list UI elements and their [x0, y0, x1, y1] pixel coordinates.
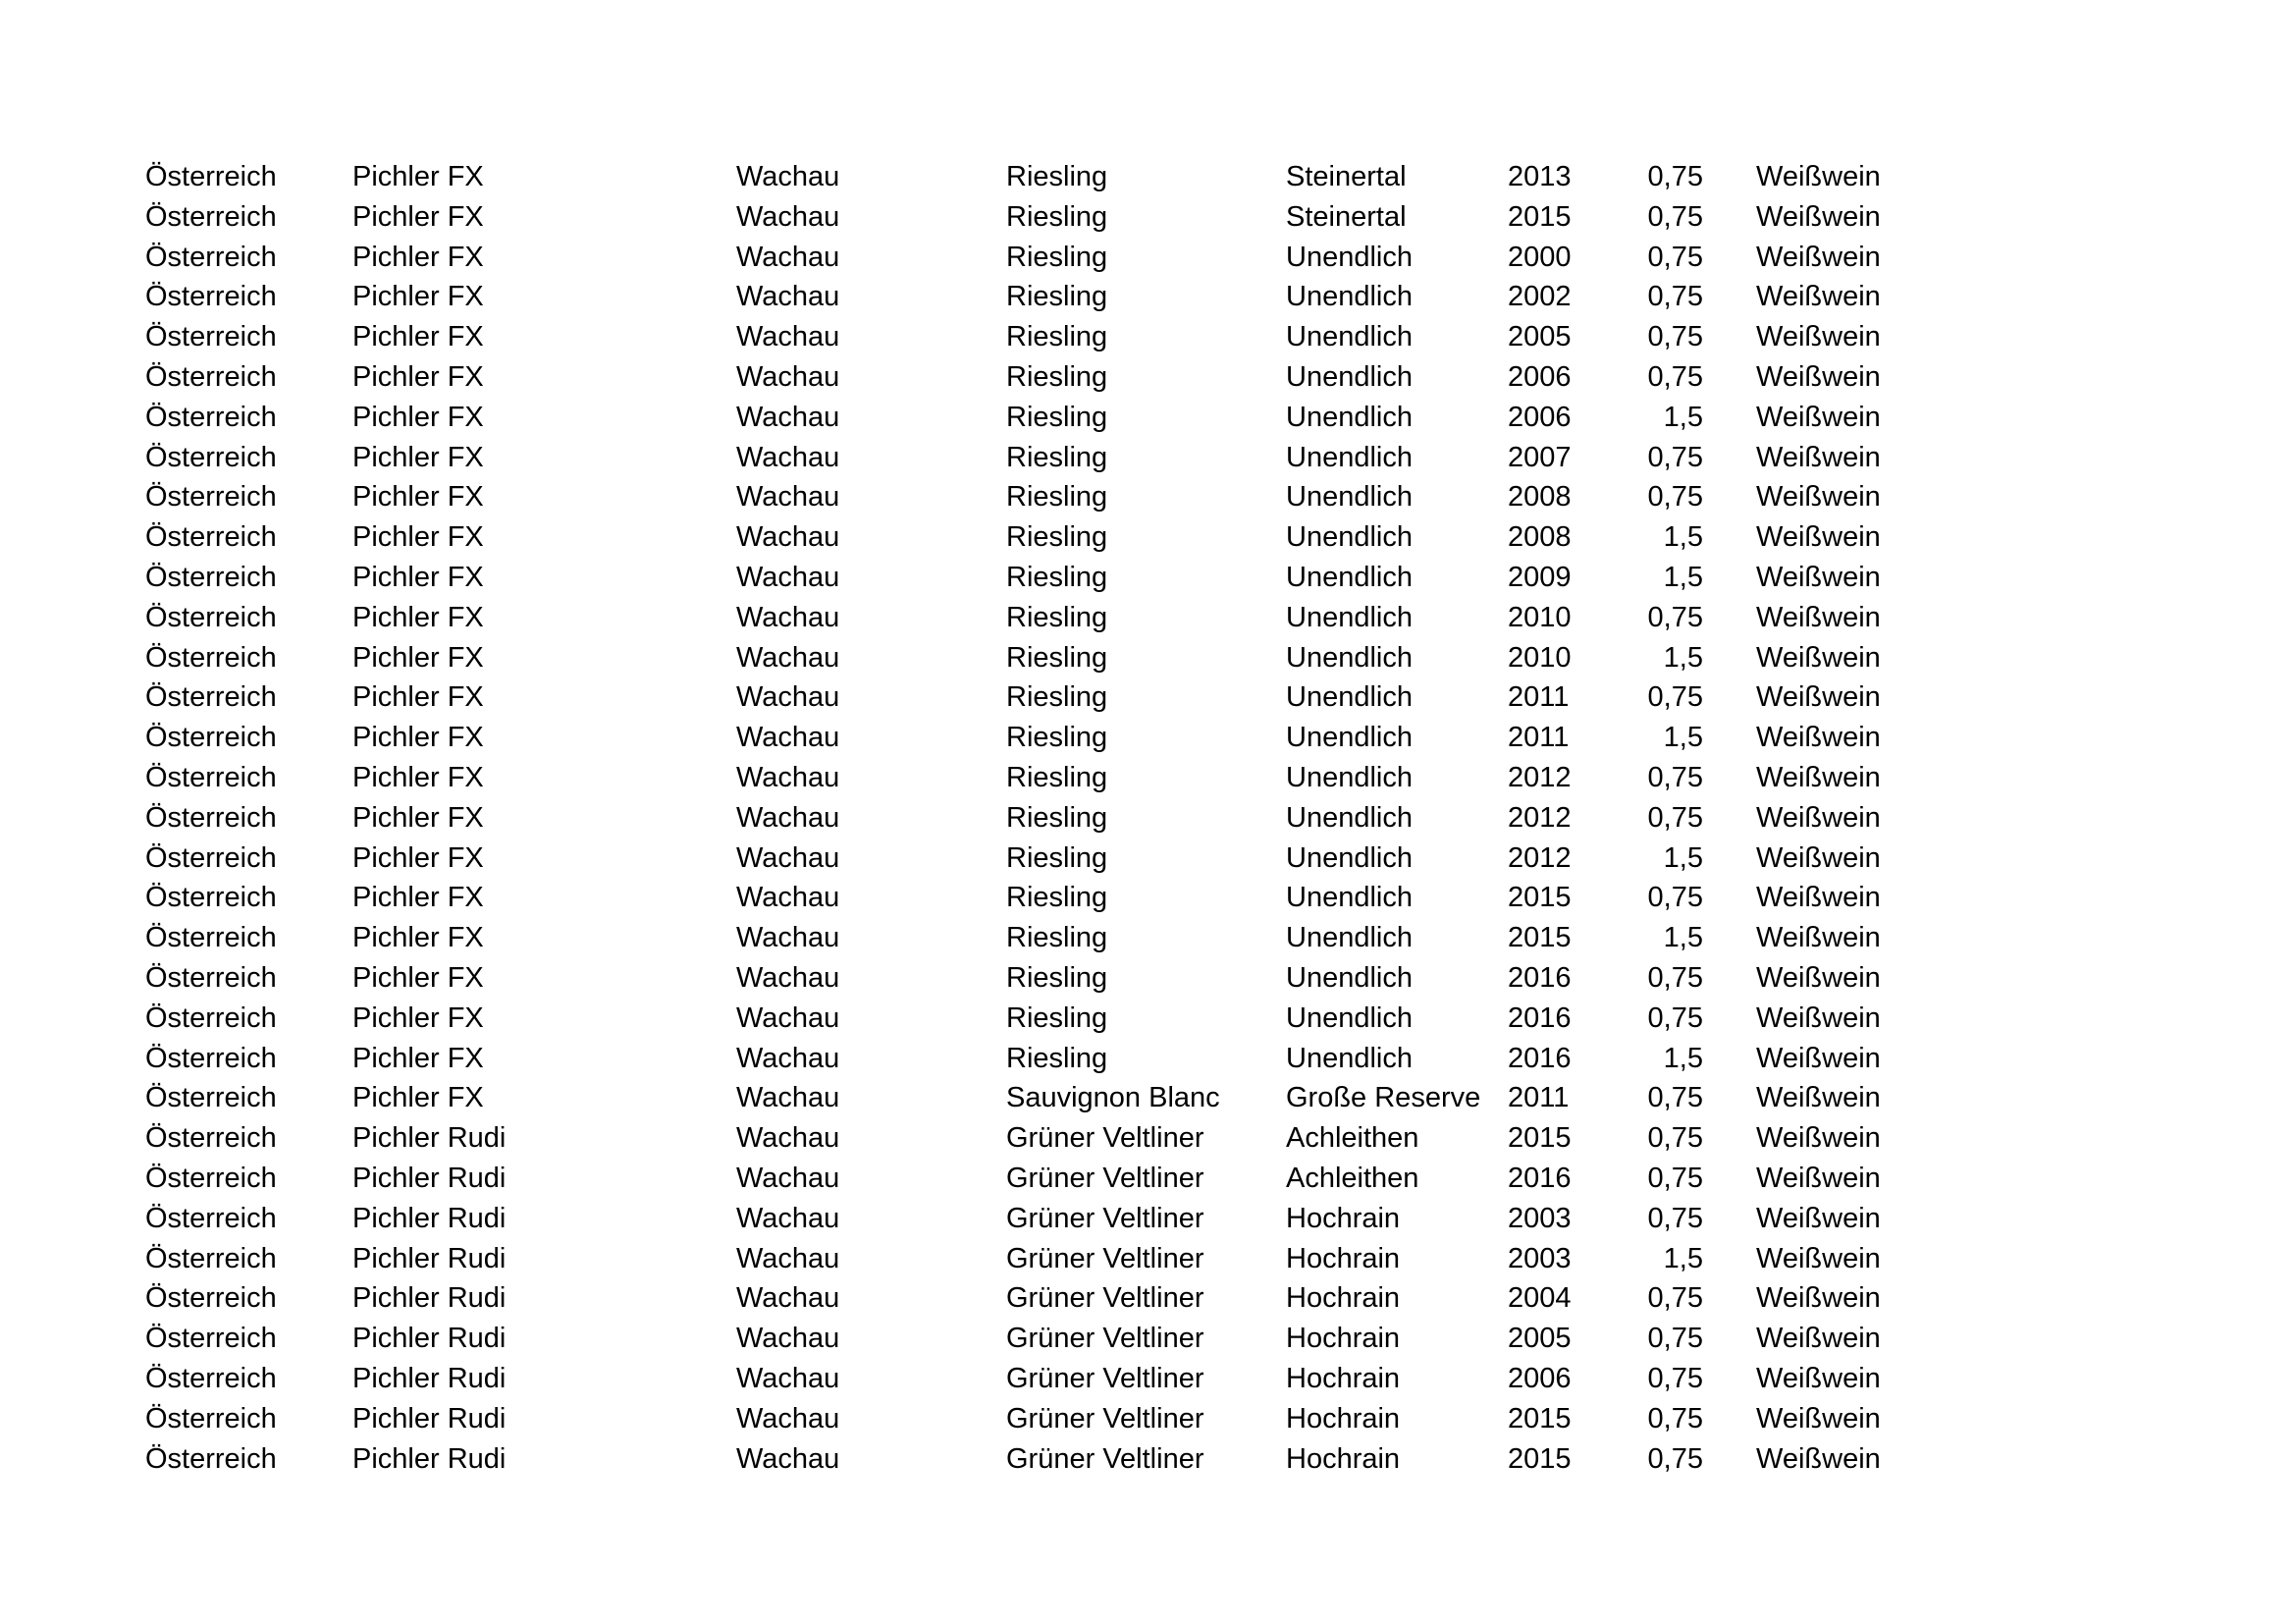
wine-type-cell: Weißwein: [1756, 1362, 1881, 1394]
bottle-size-cell: 0,75: [1647, 441, 1703, 473]
bottle-size-cell: 0,75: [1647, 200, 1703, 233]
bottle-size-cell: 0,75: [1647, 1402, 1703, 1435]
region-cell: Wachau: [736, 441, 840, 473]
producer-cell: Pichler FX: [352, 561, 484, 593]
region-cell: Wachau: [736, 1402, 840, 1435]
vineyard-cell: Unendlich: [1286, 481, 1413, 514]
producer-cell: Pichler FX: [352, 601, 484, 633]
vineyard-cell: Achleithen: [1286, 1122, 1419, 1155]
vintage-cell: 2008: [1508, 521, 1572, 554]
wine-type-cell: Weißwein: [1756, 1042, 1881, 1074]
vineyard-cell: Unendlich: [1286, 641, 1413, 674]
wine-type-cell: Weißwein: [1756, 601, 1881, 633]
table-row: [0, 200, 2296, 241]
producer-cell: Pichler FX: [352, 401, 484, 433]
bottle-size-cell: 1,5: [1663, 641, 1703, 674]
region-cell: Wachau: [736, 281, 840, 313]
vintage-cell: 2012: [1508, 761, 1572, 793]
vineyard-cell: Unendlich: [1286, 961, 1413, 994]
producer-cell: Pichler Rudi: [352, 1242, 507, 1274]
producer-cell: Pichler Rudi: [352, 1362, 507, 1394]
vineyard-cell: Unendlich: [1286, 1042, 1413, 1074]
table-row: [0, 441, 2296, 481]
grape-cell: Sauvignon Blanc: [1006, 1082, 1220, 1114]
vineyard-cell: Unendlich: [1286, 321, 1413, 353]
region-cell: Wachau: [736, 1323, 840, 1355]
grape-cell: Riesling: [1006, 200, 1108, 233]
wine-type-cell: Weißwein: [1756, 1202, 1881, 1234]
country-cell: Österreich: [145, 1042, 277, 1074]
table-row: [0, 721, 2296, 761]
bottle-size-cell: 0,75: [1647, 281, 1703, 313]
vintage-cell: 2012: [1508, 841, 1572, 874]
region-cell: Wachau: [736, 961, 840, 994]
region-cell: Wachau: [736, 1202, 840, 1234]
bottle-size-cell: 0,75: [1647, 1282, 1703, 1315]
vineyard-cell: Unendlich: [1286, 281, 1413, 313]
bottle-size-cell: 1,5: [1663, 922, 1703, 954]
table-row: [0, 1001, 2296, 1042]
country-cell: Österreich: [145, 681, 277, 714]
region-cell: Wachau: [736, 1242, 840, 1274]
wine-type-cell: Weißwein: [1756, 161, 1881, 192]
grape-cell: Riesling: [1006, 281, 1108, 313]
vintage-cell: 2007: [1508, 441, 1572, 473]
table-row: [0, 1121, 2296, 1162]
wine-type-cell: Weißwein: [1756, 641, 1881, 674]
vintage-cell: 2015: [1508, 1402, 1572, 1435]
wine-type-cell: Weißwein: [1756, 241, 1881, 273]
table-row: [0, 761, 2296, 801]
vineyard-cell: Unendlich: [1286, 922, 1413, 954]
region-cell: Wachau: [736, 761, 840, 793]
table-row: [0, 801, 2296, 841]
table-row: [0, 680, 2296, 721]
wine-type-cell: Weißwein: [1756, 722, 1881, 754]
bottle-size-cell: 0,75: [1647, 161, 1703, 192]
vineyard-cell: Unendlich: [1286, 722, 1413, 754]
vineyard-cell: Unendlich: [1286, 521, 1413, 554]
bottle-size-cell: 0,75: [1647, 1323, 1703, 1355]
region-cell: Wachau: [736, 161, 840, 192]
vintage-cell: 2016: [1508, 1162, 1572, 1194]
grape-cell: Grüner Veltliner: [1006, 1242, 1204, 1274]
grape-cell: Riesling: [1006, 601, 1108, 633]
vintage-cell: 2011: [1508, 1082, 1570, 1114]
country-cell: Österreich: [145, 561, 277, 593]
vineyard-cell: Hochrain: [1286, 1202, 1401, 1234]
bottle-size-cell: 0,75: [1647, 801, 1703, 834]
vintage-cell: 2016: [1508, 961, 1572, 994]
table-row: [0, 360, 2296, 401]
producer-cell: Pichler FX: [352, 321, 484, 353]
producer-cell: Pichler Rudi: [352, 1442, 507, 1475]
country-cell: Österreich: [145, 1242, 277, 1274]
vineyard-cell: Hochrain: [1286, 1323, 1401, 1355]
producer-cell: Pichler FX: [352, 1042, 484, 1074]
producer-cell: Pichler FX: [352, 922, 484, 954]
wine-type-cell: Weißwein: [1756, 801, 1881, 834]
producer-cell: Pichler Rudi: [352, 1122, 507, 1155]
bottle-size-cell: 0,75: [1647, 241, 1703, 273]
table-row: [0, 1081, 2296, 1121]
table-row: [0, 241, 2296, 281]
country-cell: Österreich: [145, 321, 277, 353]
grape-cell: Riesling: [1006, 641, 1108, 674]
vineyard-cell: Hochrain: [1286, 1362, 1401, 1394]
region-cell: Wachau: [736, 1282, 840, 1315]
country-cell: Österreich: [145, 1001, 277, 1034]
wine-type-cell: Weißwein: [1756, 681, 1881, 714]
vintage-cell: 2015: [1508, 1122, 1572, 1155]
vintage-cell: 2002: [1508, 281, 1572, 313]
grape-cell: Grüner Veltliner: [1006, 1442, 1204, 1475]
country-cell: Österreich: [145, 1202, 277, 1234]
region-cell: Wachau: [736, 1122, 840, 1155]
table-row: [0, 1162, 2296, 1202]
region-cell: Wachau: [736, 1001, 840, 1034]
table-row: [0, 520, 2296, 561]
wine-type-cell: Weißwein: [1756, 1082, 1881, 1114]
wine-type-cell: Weißwein: [1756, 1282, 1881, 1315]
bottle-size-cell: 0,75: [1647, 601, 1703, 633]
vineyard-cell: Hochrain: [1286, 1282, 1401, 1315]
table-row: [0, 921, 2296, 961]
country-cell: Österreich: [145, 1082, 277, 1114]
bottle-size-cell: 0,75: [1647, 1082, 1703, 1114]
vintage-cell: 2013: [1508, 161, 1572, 192]
country-cell: Österreich: [145, 722, 277, 754]
wine-type-cell: Weißwein: [1756, 841, 1881, 874]
vintage-cell: 2016: [1508, 1001, 1572, 1034]
country-cell: Österreich: [145, 801, 277, 834]
country-cell: Österreich: [145, 360, 277, 393]
grape-cell: Riesling: [1006, 401, 1108, 433]
producer-cell: Pichler FX: [352, 761, 484, 793]
producer-cell: Pichler FX: [352, 281, 484, 313]
bottle-size-cell: 0,75: [1647, 1122, 1703, 1155]
vintage-cell: 2015: [1508, 882, 1572, 914]
table-row: [0, 1281, 2296, 1322]
table-row: [0, 320, 2296, 360]
vintage-cell: 2015: [1508, 1442, 1572, 1475]
bottle-size-cell: 0,75: [1647, 481, 1703, 514]
country-cell: Österreich: [145, 1442, 277, 1475]
bottle-size-cell: 0,75: [1647, 1442, 1703, 1475]
country-cell: Österreich: [145, 882, 277, 914]
vineyard-cell: Unendlich: [1286, 561, 1413, 593]
region-cell: Wachau: [736, 1162, 840, 1194]
vintage-cell: 2011: [1508, 681, 1570, 714]
vineyard-cell: Achleithen: [1286, 1162, 1419, 1194]
producer-cell: Pichler FX: [352, 521, 484, 554]
wine-type-cell: Weißwein: [1756, 1242, 1881, 1274]
country-cell: Österreich: [145, 1362, 277, 1394]
producer-cell: Pichler FX: [352, 441, 484, 473]
table-row: [0, 160, 2296, 200]
table-row: [0, 280, 2296, 320]
producer-cell: Pichler Rudi: [352, 1202, 507, 1234]
vineyard-cell: Hochrain: [1286, 1242, 1401, 1274]
grape-cell: Riesling: [1006, 841, 1108, 874]
producer-cell: Pichler FX: [352, 1001, 484, 1034]
vineyard-cell: Große Reserve: [1286, 1082, 1481, 1114]
grape-cell: Riesling: [1006, 360, 1108, 393]
producer-cell: Pichler FX: [352, 360, 484, 393]
bottle-size-cell: 0,75: [1647, 360, 1703, 393]
grape-cell: Grüner Veltliner: [1006, 1402, 1204, 1435]
wine-type-cell: Weißwein: [1756, 281, 1881, 313]
vineyard-cell: Unendlich: [1286, 601, 1413, 633]
vintage-cell: 2016: [1508, 1042, 1572, 1074]
producer-cell: Pichler FX: [352, 722, 484, 754]
grape-cell: Riesling: [1006, 1001, 1108, 1034]
wine-type-cell: Weißwein: [1756, 761, 1881, 793]
table-row: [0, 1402, 2296, 1442]
vintage-cell: 2000: [1508, 241, 1572, 273]
vintage-cell: 2011: [1508, 722, 1570, 754]
vintage-cell: 2009: [1508, 561, 1572, 593]
grape-cell: Riesling: [1006, 561, 1108, 593]
table-row: [0, 1042, 2296, 1082]
region-cell: Wachau: [736, 481, 840, 514]
country-cell: Österreich: [145, 401, 277, 433]
country-cell: Österreich: [145, 241, 277, 273]
region-cell: Wachau: [736, 1442, 840, 1475]
bottle-size-cell: 0,75: [1647, 681, 1703, 714]
bottle-size-cell: 1,5: [1663, 401, 1703, 433]
table-row: [0, 1362, 2296, 1402]
wine-type-cell: Weißwein: [1756, 521, 1881, 554]
region-cell: Wachau: [736, 321, 840, 353]
grape-cell: Riesling: [1006, 441, 1108, 473]
table-row: [0, 1322, 2296, 1362]
vintage-cell: 2015: [1508, 200, 1572, 233]
country-cell: Österreich: [145, 161, 277, 192]
vineyard-cell: Unendlich: [1286, 841, 1413, 874]
producer-cell: Pichler FX: [352, 241, 484, 273]
bottle-size-cell: 1,5: [1663, 561, 1703, 593]
grape-cell: Riesling: [1006, 922, 1108, 954]
producer-cell: Pichler Rudi: [352, 1323, 507, 1355]
country-cell: Österreich: [145, 961, 277, 994]
vineyard-cell: Steinertal: [1286, 200, 1407, 233]
wine-type-cell: Weißwein: [1756, 961, 1881, 994]
vineyard-cell: Unendlich: [1286, 401, 1413, 433]
grape-cell: Riesling: [1006, 961, 1108, 994]
vineyard-cell: Steinertal: [1286, 161, 1407, 192]
vineyard-cell: Unendlich: [1286, 681, 1413, 714]
vineyard-cell: Hochrain: [1286, 1442, 1401, 1475]
region-cell: Wachau: [736, 681, 840, 714]
region-cell: Wachau: [736, 641, 840, 674]
table-row: [0, 561, 2296, 601]
vintage-cell: 2008: [1508, 481, 1572, 514]
region-cell: Wachau: [736, 601, 840, 633]
producer-cell: Pichler FX: [352, 200, 484, 233]
wine-type-cell: Weißwein: [1756, 481, 1881, 514]
bottle-size-cell: 0,75: [1647, 1001, 1703, 1034]
producer-cell: Pichler Rudi: [352, 1402, 507, 1435]
grape-cell: Grüner Veltliner: [1006, 1282, 1204, 1315]
vintage-cell: 2006: [1508, 360, 1572, 393]
producer-cell: Pichler FX: [352, 641, 484, 674]
country-cell: Österreich: [145, 481, 277, 514]
producer-cell: Pichler FX: [352, 161, 484, 192]
vineyard-cell: Unendlich: [1286, 761, 1413, 793]
wine-list-table: [0, 160, 2296, 1482]
vineyard-cell: Unendlich: [1286, 801, 1413, 834]
region-cell: Wachau: [736, 841, 840, 874]
country-cell: Österreich: [145, 521, 277, 554]
vineyard-cell: Unendlich: [1286, 241, 1413, 273]
wine-type-cell: Weißwein: [1756, 360, 1881, 393]
producer-cell: Pichler FX: [352, 841, 484, 874]
grape-cell: Riesling: [1006, 321, 1108, 353]
producer-cell: Pichler FX: [352, 801, 484, 834]
table-row: [0, 881, 2296, 921]
region-cell: Wachau: [736, 200, 840, 233]
bottle-size-cell: 1,5: [1663, 841, 1703, 874]
grape-cell: Riesling: [1006, 241, 1108, 273]
wine-type-cell: Weißwein: [1756, 922, 1881, 954]
bottle-size-cell: 0,75: [1647, 321, 1703, 353]
vintage-cell: 2015: [1508, 922, 1572, 954]
country-cell: Österreich: [145, 841, 277, 874]
country-cell: Österreich: [145, 1323, 277, 1355]
table-row: [0, 1442, 2296, 1483]
vineyard-cell: Unendlich: [1286, 882, 1413, 914]
country-cell: Österreich: [145, 281, 277, 313]
region-cell: Wachau: [736, 1362, 840, 1394]
grape-cell: Riesling: [1006, 882, 1108, 914]
grape-cell: Grüner Veltliner: [1006, 1362, 1204, 1394]
wine-type-cell: Weißwein: [1756, 1442, 1881, 1475]
table-row: [0, 841, 2296, 882]
grape-cell: Riesling: [1006, 681, 1108, 714]
grape-cell: Grüner Veltliner: [1006, 1323, 1204, 1355]
vintage-cell: 2003: [1508, 1242, 1572, 1274]
region-cell: Wachau: [736, 801, 840, 834]
table-row: [0, 401, 2296, 441]
country-cell: Österreich: [145, 641, 277, 674]
country-cell: Österreich: [145, 1402, 277, 1435]
vineyard-cell: Hochrain: [1286, 1402, 1401, 1435]
region-cell: Wachau: [736, 1042, 840, 1074]
region-cell: Wachau: [736, 882, 840, 914]
producer-cell: Pichler Rudi: [352, 1282, 507, 1315]
region-cell: Wachau: [736, 722, 840, 754]
grape-cell: Grüner Veltliner: [1006, 1122, 1204, 1155]
bottle-size-cell: 0,75: [1647, 961, 1703, 994]
bottle-size-cell: 0,75: [1647, 882, 1703, 914]
bottle-size-cell: 0,75: [1647, 1162, 1703, 1194]
grape-cell: Riesling: [1006, 761, 1108, 793]
region-cell: Wachau: [736, 1082, 840, 1114]
table-row: [0, 961, 2296, 1001]
region-cell: Wachau: [736, 360, 840, 393]
producer-cell: Pichler FX: [352, 961, 484, 994]
grape-cell: Riesling: [1006, 801, 1108, 834]
table-row: [0, 1242, 2296, 1282]
wine-type-cell: Weißwein: [1756, 441, 1881, 473]
country-cell: Österreich: [145, 1162, 277, 1194]
vintage-cell: 2005: [1508, 321, 1572, 353]
table-row: [0, 1202, 2296, 1242]
producer-cell: Pichler FX: [352, 882, 484, 914]
producer-cell: Pichler FX: [352, 1082, 484, 1114]
vineyard-cell: Unendlich: [1286, 360, 1413, 393]
bottle-size-cell: 0,75: [1647, 1202, 1703, 1234]
table-row: [0, 641, 2296, 681]
grape-cell: Grüner Veltliner: [1006, 1202, 1204, 1234]
region-cell: Wachau: [736, 521, 840, 554]
vintage-cell: 2005: [1508, 1323, 1572, 1355]
producer-cell: Pichler FX: [352, 681, 484, 714]
grape-cell: Riesling: [1006, 481, 1108, 514]
grape-cell: Riesling: [1006, 521, 1108, 554]
table-row: [0, 601, 2296, 641]
vintage-cell: 2006: [1508, 401, 1572, 433]
country-cell: Österreich: [145, 601, 277, 633]
vintage-cell: 2012: [1508, 801, 1572, 834]
vintage-cell: 2010: [1508, 641, 1572, 674]
wine-type-cell: Weißwein: [1756, 882, 1881, 914]
country-cell: Österreich: [145, 922, 277, 954]
region-cell: Wachau: [736, 561, 840, 593]
wine-type-cell: Weißwein: [1756, 321, 1881, 353]
wine-type-cell: Weißwein: [1756, 1402, 1881, 1435]
vineyard-cell: Unendlich: [1286, 1001, 1413, 1034]
bottle-size-cell: 0,75: [1647, 761, 1703, 793]
grape-cell: Riesling: [1006, 722, 1108, 754]
grape-cell: Riesling: [1006, 1042, 1108, 1074]
region-cell: Wachau: [736, 241, 840, 273]
vintage-cell: 2006: [1508, 1362, 1572, 1394]
vineyard-cell: Unendlich: [1286, 441, 1413, 473]
vintage-cell: 2010: [1508, 601, 1572, 633]
wine-type-cell: Weißwein: [1756, 561, 1881, 593]
grape-cell: Riesling: [1006, 161, 1108, 192]
bottle-size-cell: 1,5: [1663, 1242, 1703, 1274]
wine-type-cell: Weißwein: [1756, 1122, 1881, 1155]
country-cell: Österreich: [145, 1282, 277, 1315]
region-cell: Wachau: [736, 922, 840, 954]
country-cell: Österreich: [145, 1122, 277, 1155]
vintage-cell: 2003: [1508, 1202, 1572, 1234]
country-cell: Österreich: [145, 761, 277, 793]
country-cell: Österreich: [145, 441, 277, 473]
bottle-size-cell: 1,5: [1663, 521, 1703, 554]
wine-type-cell: Weißwein: [1756, 1162, 1881, 1194]
vintage-cell: 2004: [1508, 1282, 1572, 1315]
wine-type-cell: Weißwein: [1756, 1323, 1881, 1355]
wine-type-cell: Weißwein: [1756, 401, 1881, 433]
table-row: [0, 480, 2296, 520]
bottle-size-cell: 1,5: [1663, 722, 1703, 754]
country-cell: Österreich: [145, 200, 277, 233]
wine-type-cell: Weißwein: [1756, 1001, 1881, 1034]
region-cell: Wachau: [736, 401, 840, 433]
bottle-size-cell: 1,5: [1663, 1042, 1703, 1074]
bottle-size-cell: 0,75: [1647, 1362, 1703, 1394]
producer-cell: Pichler FX: [352, 481, 484, 514]
producer-cell: Pichler Rudi: [352, 1162, 507, 1194]
grape-cell: Grüner Veltliner: [1006, 1162, 1204, 1194]
wine-type-cell: Weißwein: [1756, 200, 1881, 233]
